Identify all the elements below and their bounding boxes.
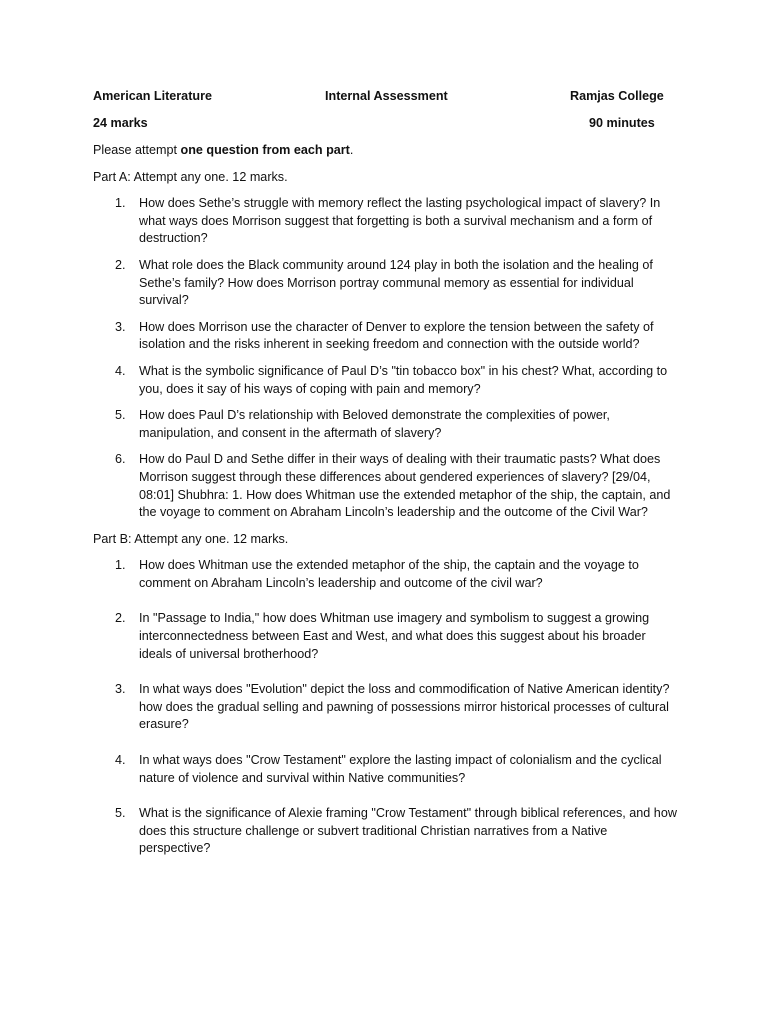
- assessment-title: Internal Assessment: [325, 89, 448, 103]
- question-item: [93, 451, 681, 521]
- question-item: [93, 319, 681, 354]
- question-item: [93, 557, 681, 592]
- question-text: What role does the Black community around 124 play in both the isolation and the healing of Sethe’s family? How does Morrison portray communal memory as essential for individual survival?: [139, 257, 653, 308]
- question-item: [93, 363, 681, 398]
- question-text: What is the significance of Alexie framing "Crow Testament" through biblical references, and how does this structure challenge or subvert traditional Christian narratives from a Native perspective?: [139, 806, 677, 856]
- question-text: In what ways does "Evolution" depict the loss and commodification of Native American identity? how does the gradual selling and pawning of possessions mirror historical processes of cultural erasure?: [139, 682, 670, 732]
- question-number: 5.: [115, 408, 126, 423]
- question-item: [93, 407, 681, 442]
- question-text: How does Whitman use the extended metaphor of the ship, the captain and the voyage to comment on Abraham Lincoln’s leadership and outcome of the civil war?: [139, 558, 639, 590]
- question-item: [93, 805, 681, 858]
- question-item: [93, 257, 681, 310]
- question-number: 2.: [115, 611, 126, 626]
- question-text: In "Passage to India," how does Whitman use imagery and symbolism to suggest a growing interconnectedness between East and West, and what does this suggest about his broader ideals of universal brotherhood?: [139, 611, 650, 661]
- question-item: [93, 610, 681, 663]
- duration: 90 minutes: [589, 116, 655, 130]
- instruction: [93, 142, 681, 160]
- question-text: How does Morrison use the character of Denver to explore the tension between the safety of isolation and the risks inherent in seeking freedom and connection with the outside world?: [139, 319, 654, 352]
- question-text: What is the symbolic significance of Paul D’s "tin tobacco box" in his chest? What, according to you, does it say of his ways of coping with pain and memory?: [139, 363, 668, 396]
- total-marks: 24 marks: [93, 116, 148, 130]
- part-a-heading: Part A: Attempt any one. 12 marks.: [93, 169, 288, 184]
- question-item: [93, 681, 681, 734]
- marks-row: [93, 115, 681, 133]
- question-number: 3.: [115, 682, 126, 697]
- college-name: Ramjas College: [570, 89, 664, 103]
- question-text: How does Paul D’s relationship with Beloved demonstrate the complexities of power, manipulation, and consent in the aftermath of slavery?: [139, 408, 610, 440]
- question-item: [93, 752, 681, 787]
- question-number: 3.: [115, 319, 126, 334]
- instruction-prefix: Please attempt: [93, 143, 181, 157]
- subject-title: American Literature: [93, 89, 212, 103]
- part-b-heading: Part B: Attempt any one. 12 marks.: [93, 531, 289, 546]
- question-number: 4.: [115, 753, 126, 768]
- question-number: 1.: [115, 196, 126, 211]
- header-row: [93, 88, 681, 106]
- question-text: In what ways does "Crow Testament" explore the lasting impact of colonialism and the cyclical nature of violence and survival within Native communities?: [139, 753, 662, 785]
- instruction-suffix: .: [349, 143, 354, 157]
- question-number: 4.: [115, 363, 126, 378]
- part-a-questions: [93, 195, 681, 522]
- question-text: How does Sethe’s struggle with memory reflect the lasting psychological impact of slavery? In what ways does Morrison suggest that forgetting is both a survival mechanism and a form of destruction?: [139, 196, 661, 246]
- question-item: [93, 195, 681, 248]
- question-number: 5.: [115, 806, 126, 821]
- instruction-bold: one question from each part: [180, 143, 350, 157]
- part-b-questions: [93, 557, 681, 858]
- document-page: [93, 88, 681, 858]
- question-text: How do Paul D and Sethe differ in their ways of dealing with their traumatic pasts? What does Morrison suggest through these differences about gendered experiences of slavery? [29/04, 08:01] Shubhra: 1. How does Whitman use the extended metaphor of the ship, the captain, and the voyage to comment on Abraham Lincoln’s leadership and the outcome of the Civil War?: [139, 452, 671, 520]
- question-number: 2.: [115, 257, 126, 272]
- question-number: 6.: [115, 452, 126, 467]
- question-number: 1.: [115, 558, 126, 573]
